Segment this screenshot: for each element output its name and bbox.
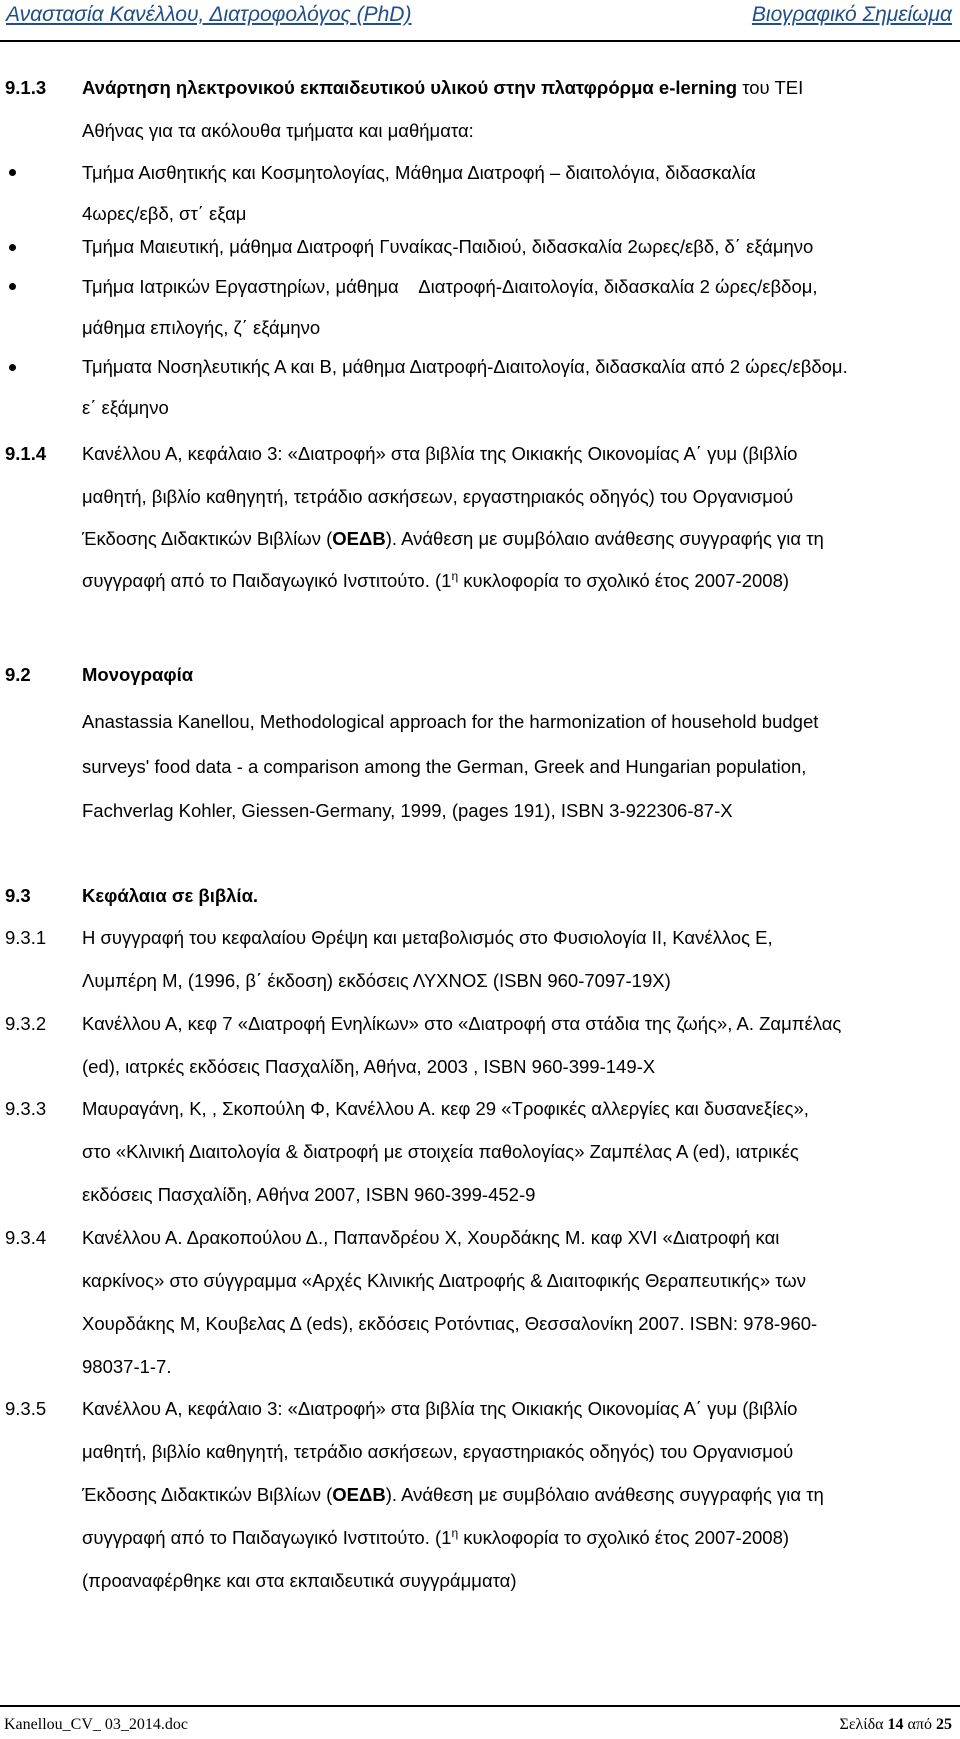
footer-page-number: Σελίδα 14 από 25 xyxy=(839,1716,952,1733)
para-line: συγγραφή από το Παιδαγωγικό Ινστιτούτο. ($1^\eta$ κυκλοφορία το σχολικό έτος 2007-2008) xyxy=(82,568,790,591)
section-number: 9.1.3 xyxy=(5,77,47,98)
list-item-cont: 4ωρες/εβδ, στ΄ εξαμ xyxy=(82,203,247,224)
item-number: 9.3.1 xyxy=(5,927,47,948)
item-number: 9.3.4 xyxy=(5,1227,47,1248)
bullet-icon xyxy=(9,244,16,251)
para-line: μαθητή, βιβλίο καθηγητή, τετράδιο ασκήσεων, εργαστηριακός οδηγός) του Οργανισμού xyxy=(82,486,794,507)
section-title: Μονογραφία xyxy=(82,664,194,685)
para-line: Κανέλλου Α, κεφάλαιο 3: «Διατροφή» στα βιβλία της Οικιακής Οικονομίας Α΄ γυμ (βιβλίο xyxy=(82,443,798,464)
para-line: (προαναφέρθηκε και στα εκπαιδευτικά συγγράμματα) xyxy=(82,1570,517,1591)
bullet-icon xyxy=(9,283,16,290)
para-line: Fachverlag Kohler, Giessen-Germany, 1999, (pages 191), ISBN 3-922306-87-X xyxy=(82,800,733,821)
item-number: 9.3.5 xyxy=(5,1398,47,1419)
list-item-cont: μάθημα επιλογής, ζ΄ εξάμηνο xyxy=(82,317,321,338)
section-number: 9.1.4 xyxy=(5,443,47,464)
list-item: Τμήμα Αισθητικής και Κοσμητολογίας, Μάθημα Διατροφή – διαιτολόγια, διδασκαλία xyxy=(82,162,756,183)
page-header xyxy=(0,0,960,42)
para-line: στο «Κλινική Διαιτολογία & διατροφή με στοιχεία παθολογίας» Ζαμπέλας Α (ed), ιατρικές xyxy=(82,1141,799,1162)
list-item: Τμήματα Νοσηλευτικής Α και Β, μάθημα Διατροφή-Διαιτολογία, διδασκαλία από 2 ώρες/εβδομ. xyxy=(82,356,848,377)
para-line: Anastassia Kanellou, Methodological approach for the harmonization of household budget xyxy=(82,711,819,732)
para-line: Μαυραγάνη, Κ, , Σκοπούλη Φ, Κανέλλου Α. κεφ 29 «Τροφικές αλλεργίες και δυσανεξίες», xyxy=(82,1098,809,1119)
footer-rule xyxy=(0,1705,960,1707)
para-line: Λυμπέρη Μ, (1996, β΄ έκδοση) εκδόσεις ΛΥΧΝΟΣ (ISBN 960-7097-19Χ) xyxy=(82,970,671,991)
list-item-cont: ε΄ εξάμηνο xyxy=(82,397,169,418)
para-line: καρκίνος» στο σύγγραμμα «Αρχές Κλινικής Διατροφής & Διαιτοφικής Θεραπευτικής» των xyxy=(82,1270,807,1291)
bullet-icon xyxy=(9,169,16,176)
para-line: συγγραφή από το Παιδαγωγικό Ινστιτούτο. ($1^\eta$ κυκλοφορία το σχολικό έτος 2007-2008) xyxy=(82,1525,790,1548)
item-number: 9.3.2 xyxy=(5,1013,47,1034)
para-line: (ed), ιατρκές εκδόσεις Πασχαλίδη, Αθήνα, 2003 , ISBN 960-399-149-X xyxy=(82,1056,656,1077)
header-author: Αναστασία Κανέλλου, Διατροφολόγος (PhD) xyxy=(6,3,412,26)
list-item: Τμήμα Μαιευτική, μάθημα Διατροφή Γυναίκας-Παιδιού, διδασκαλία 2ωρες/εβδ, δ΄ εξάμηνο xyxy=(82,236,814,257)
item-number: 9.3.3 xyxy=(5,1098,47,1119)
list-item: Τμήμα Ιατρικών Εργαστηρίων, μάθημα Διατροφή-Διαιτολογία, διδασκαλία 2 ώρες/εβδομ, xyxy=(82,276,818,297)
section-number: 9.3 xyxy=(5,885,31,906)
para-line: Χουρδάκης Μ, Κουβελας Δ (eds), εκδόσεις Ροτόντιας, Θεσσαλονίκη 2007. ISBN: 978-960- xyxy=(82,1313,818,1334)
para-line: μαθητή, βιβλίο καθηγητή, τετράδιο ασκήσεων, εργαστηριακός οδηγός) του Οργανισμού xyxy=(82,1441,794,1462)
bullet-icon xyxy=(9,364,16,371)
para-line: 98037-1-7. xyxy=(82,1356,172,1377)
section-heading: Ανάρτηση ηλεκτρονικού εκπαιδευτικού υλικού στην πλατφρόρμα e-lerning του ΤΕΙ xyxy=(82,77,804,98)
section-title: Κεφάλαια σε βιβλία. xyxy=(82,885,259,906)
para-line: Έκδοσης Διδακτικών Βιβλίων (ΟΕΔΒ). Ανάθεση με συμβόλαιο ανάθεσης συγγραφής για τη xyxy=(82,1484,824,1505)
footer-filename: Kanellou_CV_ 03_2014.doc xyxy=(4,1716,188,1733)
para-line: surveys' food data - a comparison among the German, Greek and Hungarian population, xyxy=(82,756,807,777)
para-line: Η συγγραφή του κεφαλαίου Θρέψη και μεταβολισμός στο Φυσιολογία ΙΙ, Κανέλλος Ε, xyxy=(82,927,773,948)
para-line: Έκδοσης Διδακτικών Βιβλίων (ΟΕΔΒ). Ανάθεση με συμβόλαιο ανάθεσης συγγραφής για τη xyxy=(82,528,824,549)
section-line: Αθήνας για τα ακόλουθα τμήματα και μαθήματα: xyxy=(82,120,474,141)
section-number: 9.2 xyxy=(5,664,31,685)
para-line: Κανέλλου Α, κεφ 7 «Διατροφή Ενηλίκων» στο «Διατροφή στα στάδια της ζωής», Α. Ζαμπέλας xyxy=(82,1013,842,1034)
para-line: Κανέλλου Α, κεφάλαιο 3: «Διατροφή» στα βιβλία της Οικιακής Οικονομίας Α΄ γυμ (βιβλίο xyxy=(82,1398,798,1419)
header-doc-type: Βιογραφικό Σημείωμα xyxy=(751,3,952,26)
para-line: εκδόσεις Πασχαλίδη, Αθήνα 2007, ISBN 960-399-452-9 xyxy=(82,1184,536,1205)
para-line: Κανέλλου Α. Δρακοπούλου Δ., Παπανδρέου Χ, Χουρδάκης Μ. καφ XVI «Διατροφή και xyxy=(82,1227,780,1248)
